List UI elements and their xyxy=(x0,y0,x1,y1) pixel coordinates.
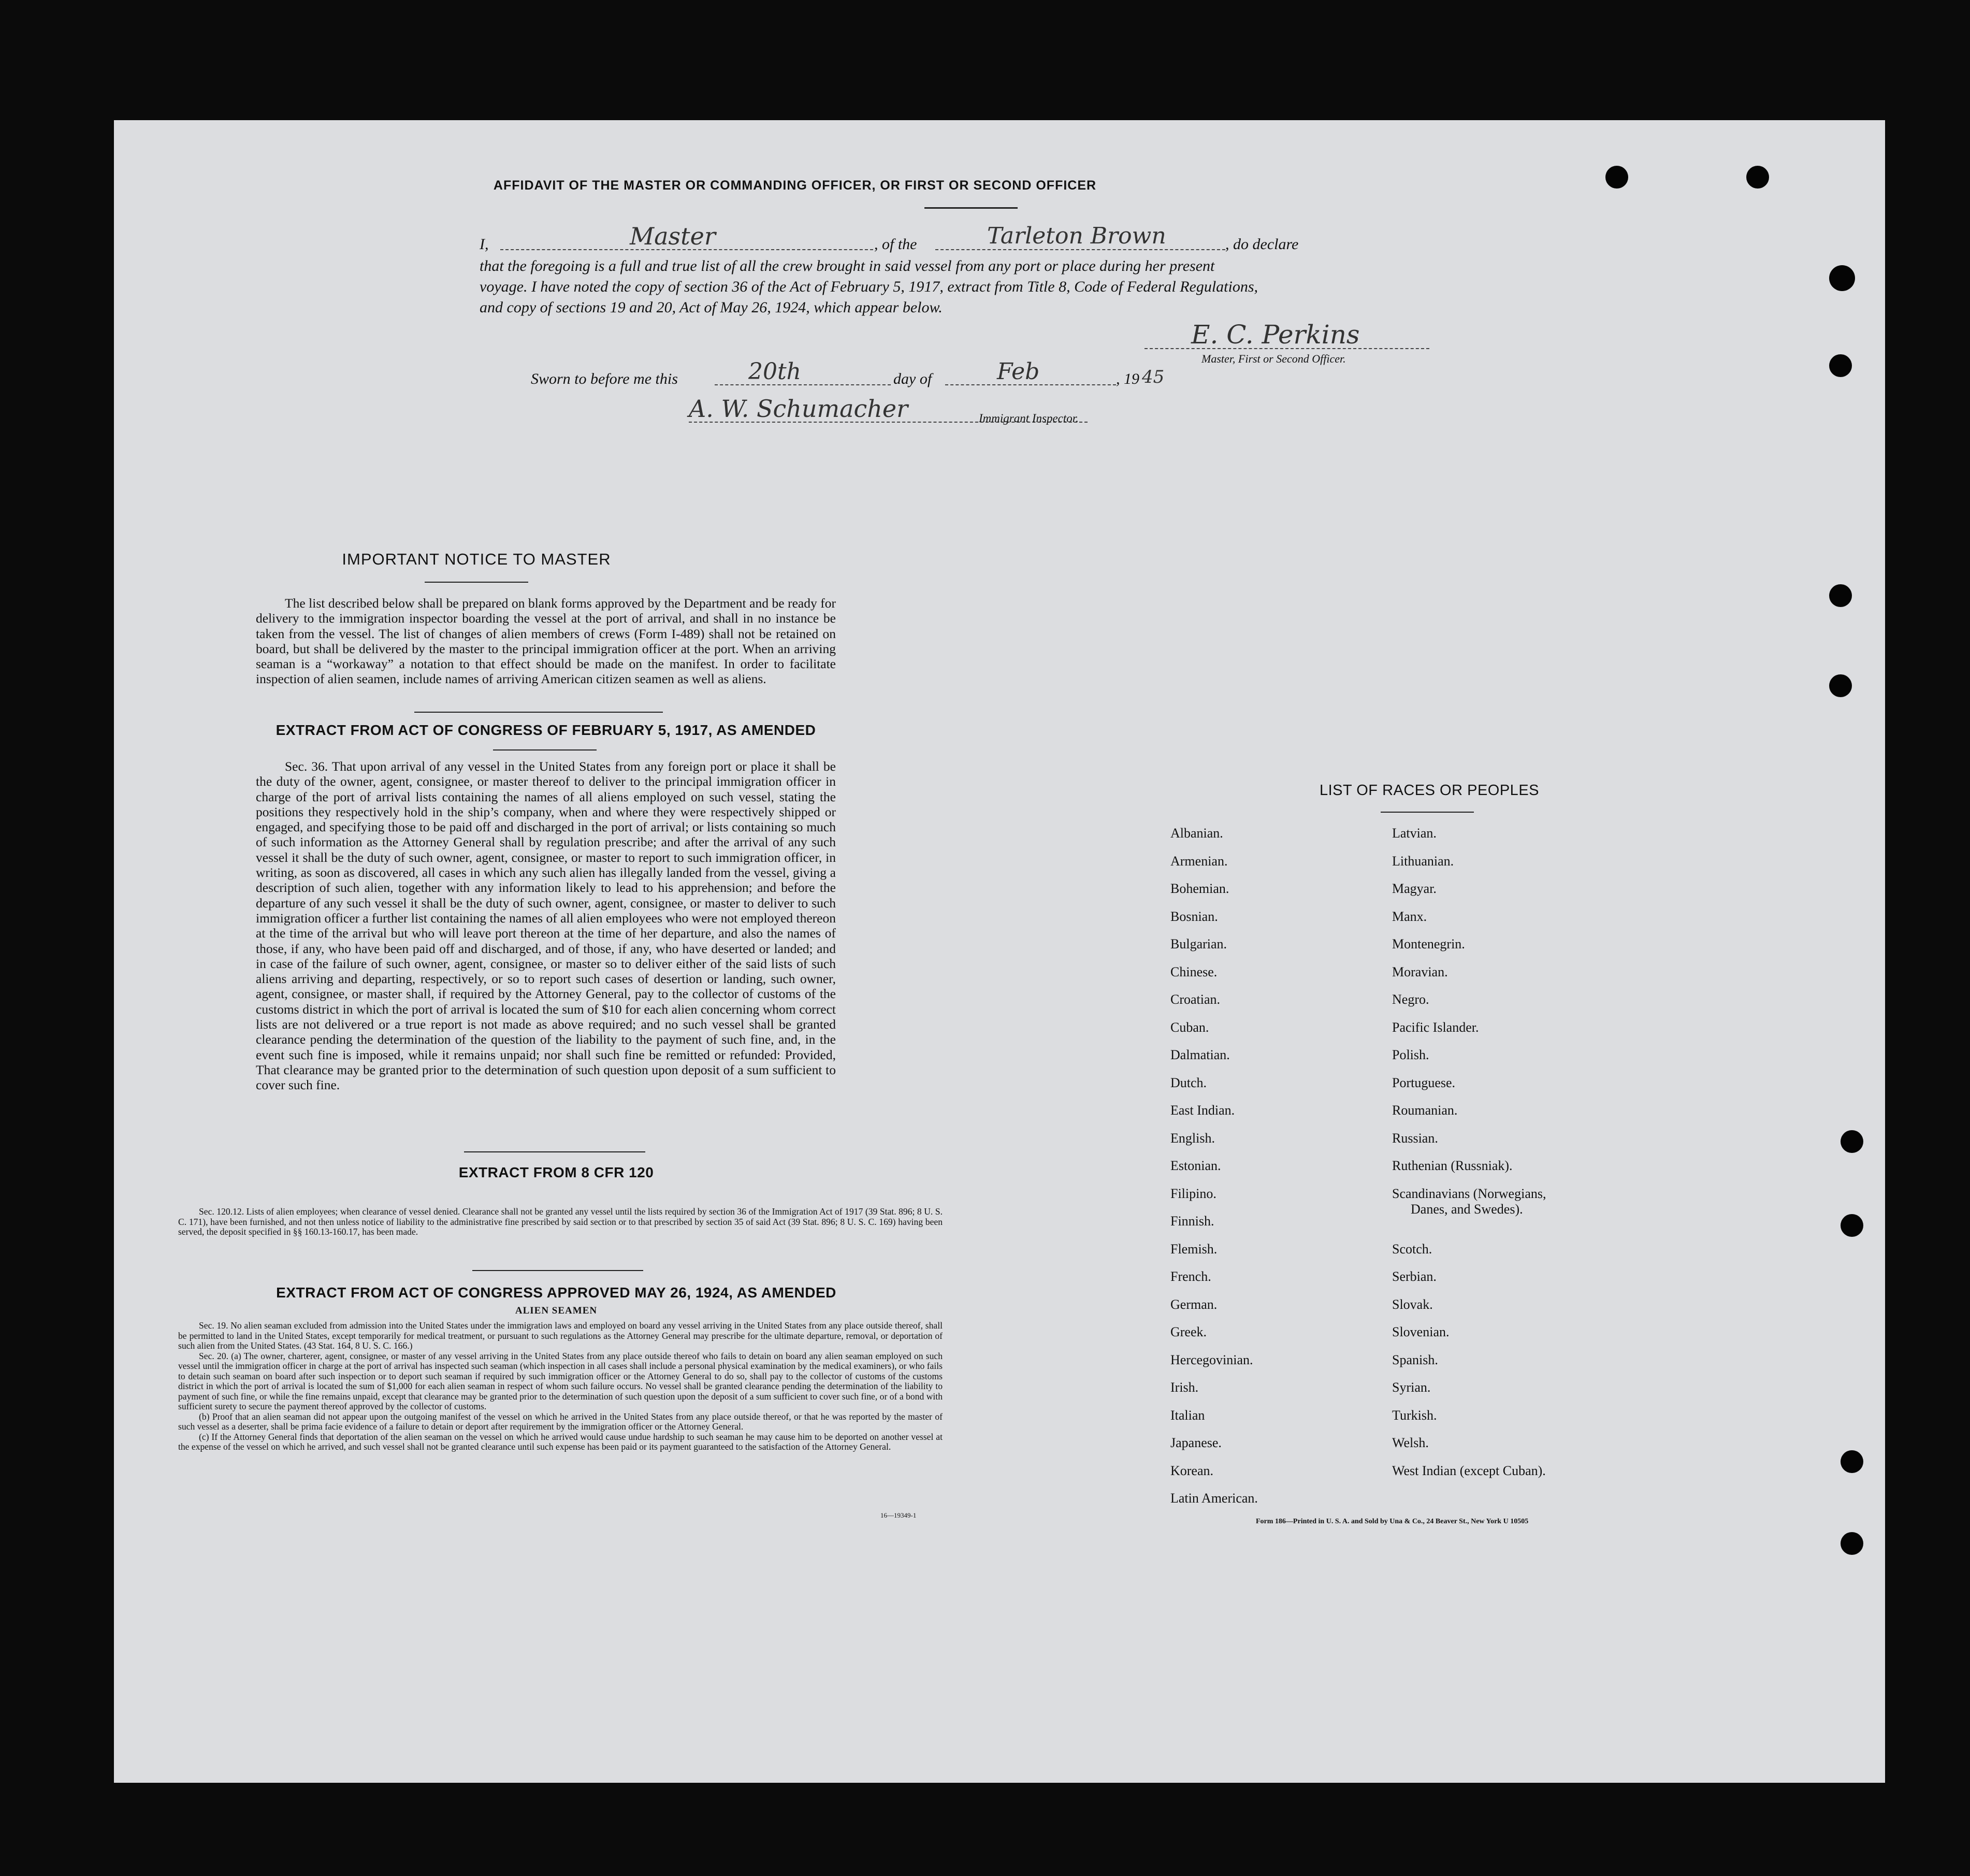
day-handwritten: 20th xyxy=(748,358,802,385)
race-item: Scandinavians (Norwegians, xyxy=(1392,1186,1546,1201)
race-item: Korean. xyxy=(1170,1463,1214,1478)
act-1924-subtitle: ALIEN SEAMEN xyxy=(515,1305,598,1316)
race-item: Hercegovinian. xyxy=(1170,1352,1253,1367)
race-item: West Indian (except Cuban). xyxy=(1392,1463,1546,1478)
race-item: Negro. xyxy=(1392,992,1429,1007)
master-signature: E. C. Perkins xyxy=(1191,320,1360,350)
race-item: Spanish. xyxy=(1392,1352,1438,1367)
signature-line xyxy=(1145,348,1429,349)
punch-hole xyxy=(1841,1130,1863,1153)
form-footer: Form 186—Printed in U. S. A. and Sold by Una & Co., 24 Beaver St., New York U 10505 xyxy=(1256,1518,1529,1525)
race-item: Moravian. xyxy=(1392,964,1448,979)
race-item: Scotch. xyxy=(1392,1241,1432,1257)
cfr-title: EXTRACT FROM 8 CFR 120 xyxy=(458,1164,654,1180)
race-item: Turkish. xyxy=(1392,1407,1437,1423)
race-item: Polish. xyxy=(1392,1047,1429,1062)
race-item: Estonian. xyxy=(1170,1158,1221,1173)
document-page xyxy=(114,120,1885,1783)
race-item: Finnish. xyxy=(1170,1214,1214,1229)
sec-20a-paragraph: Sec. 20. (a) The owner, charterer, agent, consignee, or master of any vessel arriving in the United States from any place outside thereof who fails to detain on board any alien seaman employed on such vessel until the immigration officer in charge at the port of arrival has inspected such seaman (which inspection in all cases shall include a personal physical examination by the medical examiners), or who fails to detain such seaman on board after such inspection or to deport such seaman if required by such immigration officer or the Attorney General to do so, shall pay to the collector of customs of the customs district in which the port of arrival is located the sum of $1,000 for each alien seaman in respect of whom such failure occurs. No vessel shall be granted clearance pending the determination of the liability to payment of such fine, or while the fine remains unpaid, except that clearance may be granted prior to the determination of such question upon the deposit of a sum sufficient to cover such fine, or of a bond with sufficient surety to secure the payment thereof approved by the collector of customs. xyxy=(178,1350,943,1411)
races-rule xyxy=(1381,812,1474,813)
race-item: Chinese. xyxy=(1170,964,1218,979)
race-item: Armenian. xyxy=(1170,853,1228,869)
affidavit-line-3: voyage. I have noted the copy of section 36 of the Act of February 5, 1917, extract from Title 8, Code of Federal Regulations, xyxy=(480,278,1258,295)
vessel-handwritten: Tarleton Brown xyxy=(987,223,1166,249)
race-item: Danes, and Swedes). xyxy=(1411,1201,1523,1217)
notice-end-rule xyxy=(414,712,663,713)
race-item: Bosnian. xyxy=(1170,908,1218,924)
race-item: Italian xyxy=(1170,1407,1205,1423)
punch-hole xyxy=(1841,1450,1863,1473)
punch-hole xyxy=(1841,1532,1863,1555)
punch-hole xyxy=(1829,354,1852,377)
race-item: Russian. xyxy=(1392,1130,1438,1146)
affidavit-line-2: that the foregoing is a full and true list of all the crew brought in said vessel from any port or place during her present xyxy=(480,257,1215,275)
do-declare-label: , do declare xyxy=(1225,236,1299,253)
inspector-caption: Immigrant Inspector. xyxy=(979,412,1079,425)
sworn-line xyxy=(531,358,1204,394)
act-1924-title: EXTRACT FROM ACT OF CONGRESS APPROVED MAY 26, 1924, AS AMENDED xyxy=(276,1285,836,1301)
affidavit-title: AFFIDAVIT OF THE MASTER OR COMMANDING OFFICER, OR FIRST OR SECOND OFFICER xyxy=(493,178,1097,193)
title-rule xyxy=(924,207,1018,209)
race-item: East Indian. xyxy=(1170,1103,1235,1118)
race-item: Slovenian. xyxy=(1392,1324,1450,1339)
race-item: Croatian. xyxy=(1170,992,1221,1007)
act-1917-title: EXTRACT FROM ACT OF CONGRESS OF FEBRUARY 5, 1917, AS AMENDED xyxy=(276,722,816,738)
punch-hole xyxy=(1605,166,1628,189)
race-item: Greek. xyxy=(1170,1324,1207,1339)
race-item: Latin American. xyxy=(1170,1491,1258,1506)
form-code: 16—19349-1 xyxy=(880,1511,917,1519)
race-item: Irish. xyxy=(1170,1380,1199,1395)
race-item: English. xyxy=(1170,1130,1215,1146)
inspector-signature: A. W. Schumacher xyxy=(689,395,908,423)
race-item: Manx. xyxy=(1392,908,1427,924)
affidavit-line-1 xyxy=(480,222,1324,257)
race-item: Lithuanian. xyxy=(1392,853,1454,869)
sec-19-paragraph: Sec. 19. No alien seaman excluded from admission into the United States under the immigration laws and employed on board any vessel arriving in the United States from any place outside thereof, shall be permitted to land in the United States, except temporarily for medical treatment, or pursuant to such regulations as the Attorney General may prescribe for the ultimate departure, removal, or deportation of such alien from the United States. (43 Stat. 164, 8 U. S. C. 166.) xyxy=(178,1320,943,1351)
day-blank xyxy=(715,384,891,385)
race-item: Welsh. xyxy=(1392,1435,1429,1450)
year-prefix: , 19 xyxy=(1116,370,1139,387)
month-handwritten: Feb xyxy=(997,358,1040,385)
race-item: Dalmatian. xyxy=(1170,1047,1230,1062)
race-item: Montenegrin. xyxy=(1392,936,1465,951)
race-item: Syrian. xyxy=(1392,1380,1431,1395)
race-item: Serbian. xyxy=(1392,1269,1437,1284)
race-item: German. xyxy=(1170,1296,1218,1312)
act-1917-body: Sec. 36. That upon arrival of any vessel in the United States from any foreign port or place it shall be the duty of the owner, agent, consignee, or master thereof to deliver to the principal immigration officer in charge of the port of arrival lists containing the names of all aliens employed on such vessel, stating the positions they respectively hold in the ship’s company, when and where they were respectively shipped or engaged, and specifying those to be paid off and discharged in the port of arrival; or lists containing so much of such information as the Attorney General shall by regulation prescribe; and after the arrival of any such vessel it shall be the duty of such owner, agent, consignee, or master to report to such immigration officer, in writing, as soon as discovered, all cases in which any such alien has illegally landed from the vessel, giving a description of such alien, together with any information likely to lead to his apprehension; and before the departure of any such vessel it shall be the duty of such owner, agent, consignee, or master to deliver to such immigration officer a further list containing the names of all alien employees who were not employed thereon at the time of the arrival but who will leave port thereon at the time of her departure, and also the names of those, if any, who have been paid off and discharged, and of those, if any, who have deserted or landed; and in case of the failure of such owner, agent, consignee, or master so to deliver either of the said lists of such aliens arriving and departing, respectively, or so to report such cases of desertion or landing, such owner, agent, consignee, or master shall, if required by the Attorney General, pay to the collector of customs of the customs district in which the port of arrival is located the sum of $10 for each alien concerning whom correct lists are not delivered or a true report is not made as above required; and no such vessel shall be granted clearance pending the determination of the question of the liability to the payment of such fine, and, in the event such fine is imposed, while it remains unpaid; nor shall such fine be remitted or refunded: Provided, That clearance may be granted prior to the determination of such question upon deposit of a sum sufficient to cover such fine. xyxy=(256,759,836,1093)
race-item: Albanian. xyxy=(1170,826,1223,841)
punch-hole xyxy=(1746,166,1769,189)
race-item: Magyar. xyxy=(1392,881,1437,896)
races-title: LIST OF RACES OR PEOPLES xyxy=(1319,782,1540,799)
race-item: Roumanian. xyxy=(1392,1103,1458,1118)
sec-20b-paragraph: (b) Proof that an alien seaman did not appear upon the outgoing manifest of the vessel on which he arrived in the United States from any place outside thereof, or that he was reported by the master of such vessel as a deserter, shall be prima facie evidence of a failure to detain or deport after requirement by the immigration officer or the Attorney General. xyxy=(178,1411,943,1432)
race-item: Flemish. xyxy=(1170,1241,1218,1257)
punch-hole xyxy=(1829,674,1852,697)
sec-20c-paragraph: (c) If the Attorney General finds that deportation of the alien seaman on the vessel on which he arrived would cause undue hardship to such seaman he may cause him to be deported on another vessel at the expense of the vessel on which he arrived, and such vessel shall not be granted clearance until such expense has been paid or its payment guaranteed to the satisfaction of the Attorney General. xyxy=(178,1431,943,1452)
cfr-body: Sec. 120.12. Lists of alien employees; when clearance of vessel denied. Clearance shall not be granted any vessel until the lists required by section 36 of the Immigration Act of 1917 (39 Stat. 896; 8 U. S. C. 171), have been furnished, and not then unless notice of liability to the administrative fine prescribed by said section or to that prescribed by section 35 of said Act (39 Stat. 896; 8 U. S. C. 169) having been served, the deposit specified in §§ 160.13-160.17, has been made. xyxy=(178,1206,943,1237)
race-item: Dutch. xyxy=(1170,1075,1207,1090)
year-handwritten: 45 xyxy=(1142,367,1165,387)
race-item: Slovak. xyxy=(1392,1296,1433,1312)
signature-caption: Master, First or Second Officer. xyxy=(1201,352,1346,365)
of-the-label: , of the xyxy=(874,236,917,253)
race-item: Cuban. xyxy=(1170,1019,1209,1035)
notice-rule xyxy=(425,582,528,583)
act-1917-end-rule xyxy=(464,1151,645,1152)
race-item: Japanese. xyxy=(1170,1435,1222,1450)
race-item: Latvian. xyxy=(1392,826,1437,841)
race-item: French. xyxy=(1170,1269,1211,1284)
punch-hole xyxy=(1841,1214,1863,1237)
race-item: Bohemian. xyxy=(1170,881,1229,896)
race-item: Ruthenian (Russniak). xyxy=(1392,1158,1513,1173)
i-label: I, xyxy=(480,236,489,253)
act-1917-rule xyxy=(493,749,597,751)
cfr-end-rule xyxy=(472,1270,643,1271)
affidavit-line-4: and copy of sections 19 and 20, Act of May 26, 1924, which appear below. xyxy=(480,299,943,316)
race-item: Pacific Islander. xyxy=(1392,1019,1479,1035)
punch-hole xyxy=(1829,584,1852,607)
punch-hole xyxy=(1829,265,1855,291)
race-item: Bulgarian. xyxy=(1170,936,1227,951)
race-item: Portuguese. xyxy=(1392,1075,1456,1090)
act-1924-body xyxy=(178,1321,943,1452)
vessel-blank xyxy=(935,249,1225,250)
day-of-label: day of xyxy=(893,370,932,387)
notice-body: The list described below shall be prepared on blank forms approved by the Department and be ready for delivery to the immigration inspector boarding the vessel at the port of arrival, and shall in no instance be taken from the vessel. The list of changes of alien members of crews (Form I-489) shall not be retained on board, but shall be delivered by the master to the principal immigration officer at the port. When an arriving seaman is a “workaway” a notation to that effect should be made on the manifest. In order to facilitate inspection of alien seamen, include names of arriving American citizen seamen as well as aliens. xyxy=(256,596,836,687)
sworn-label: Sworn to before me this xyxy=(531,370,678,387)
race-item: Filipino. xyxy=(1170,1186,1216,1201)
master-handwritten: Master xyxy=(630,222,716,250)
notice-title: IMPORTANT NOTICE TO MASTER xyxy=(342,550,611,568)
